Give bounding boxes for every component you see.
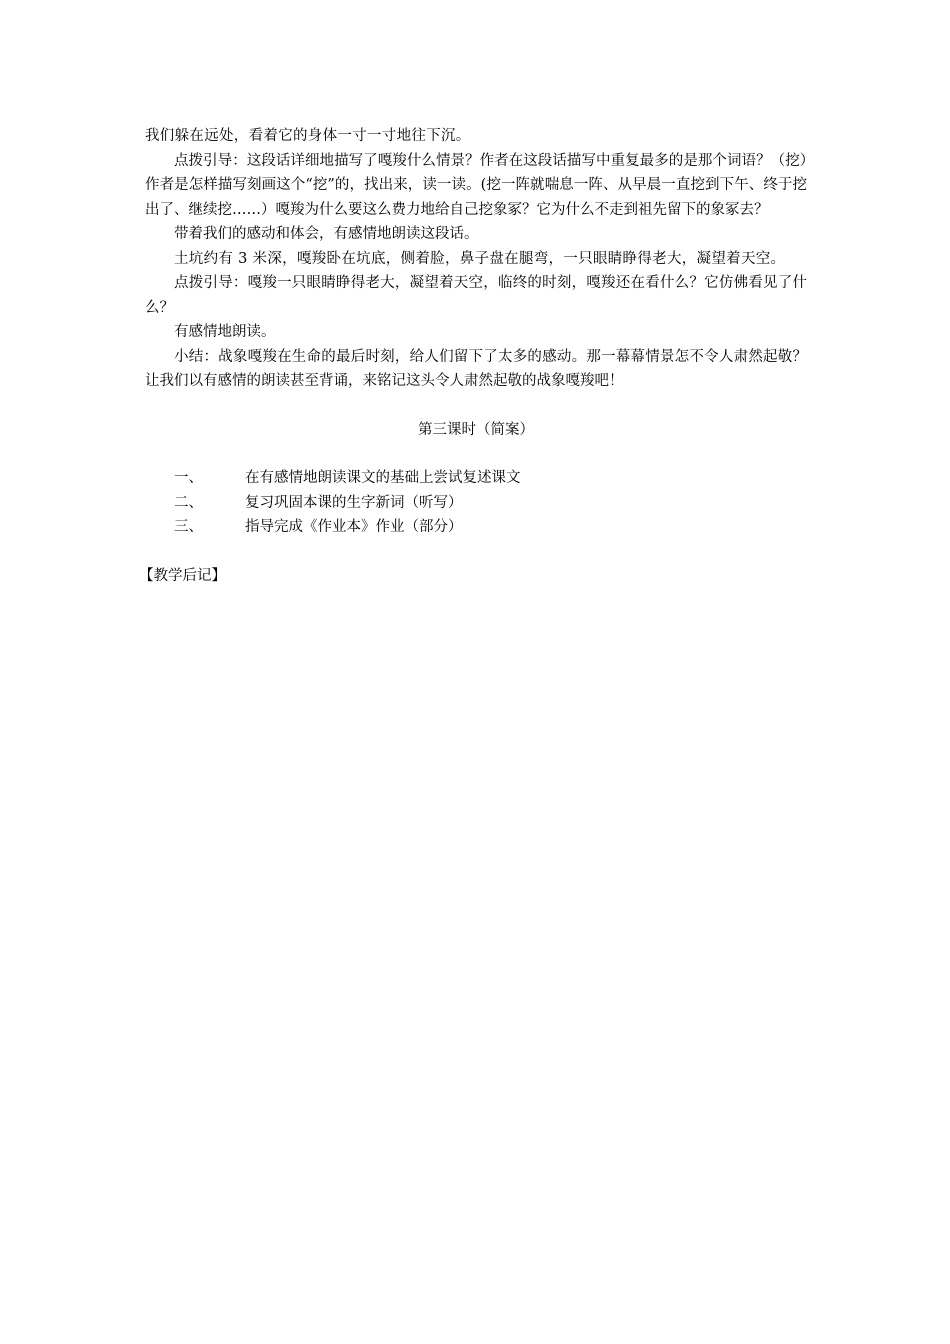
list-item <box>145 491 807 516</box>
list-item-text: 在有感情地朗读课文的基础上尝试复述课文 <box>245 470 521 486</box>
reading-instruction-paragraph: 有感情地朗读。 <box>174 324 276 340</box>
list-item-text: 复习巩固本课的生字新词（听写） <box>245 494 463 511</box>
teaching-postscript-heading: 【教学后记】 <box>139 567 226 584</box>
list-item <box>145 515 807 540</box>
guidance-paragraph: 点拨引导：嘎羧一只眼睛睁得老大，凝望着天空，临终的时刻，嘎羧还在看什么？它仿佛看见了什么？ <box>145 275 807 316</box>
list-item-number: 三、 <box>174 519 203 535</box>
list-item-number: 二、 <box>174 494 203 511</box>
document-body <box>139 124 807 588</box>
summary-paragraph: 小结：战象嘎羧在生命的最后时刻，给人们留下了太多的感动。那一幕幕情景怎不令人肃然起敬？让我们以有感情的朗读甚至背诵，来铭记这头令人肃然起敬的战象嘎羧吧！ <box>145 348 807 389</box>
list-item-number: 一、 <box>174 470 203 486</box>
lesson-plan-list <box>145 466 807 540</box>
quoted-text-paragraph: 我们躲在远处，看着它的身体一寸一寸地往下沉。 <box>145 128 471 144</box>
reading-instruction-paragraph: 带着我们的感动和体会，有感情地朗读这段话。 <box>174 226 479 242</box>
guidance-paragraph: 点拨引导：这段话详细地描写了嘎羧什么情景？作者在这段话描写中重复最多的是那个词语？（挖）作者是怎样描写刻画这个“挖”的，找出来，读一读。(挖一阵就喘息一阵、从早晨一直挖到下午、终于挖出了、继续挖……）嘎羧为什么要这么费力地给自己挖象冢？它为什么不走到祖先留下的象冢去？ <box>145 152 807 218</box>
lesson-title: 第三课时（简案） <box>418 421 534 438</box>
list-item <box>145 466 807 491</box>
quoted-text-paragraph: 土坑约有 3 米深，嘎羧卧在坑底，侧着脸，鼻子盘在腿弯，一只眼睛睁得老大，凝望着天空。 <box>174 250 786 267</box>
list-item-text: 指导完成《作业本》作业（部分） <box>245 519 463 535</box>
